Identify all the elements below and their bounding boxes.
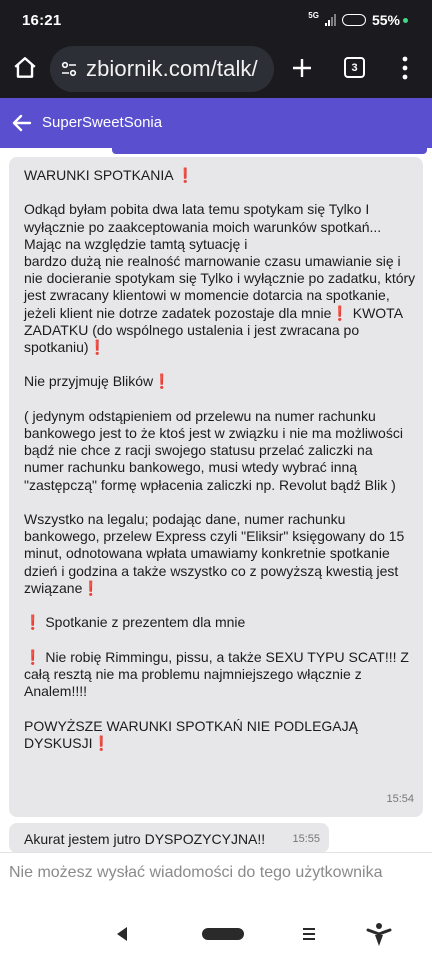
message-text: Akurat jestem jutro DYSPOZYCYJNA!! <box>24 831 266 847</box>
accessibility-icon[interactable] <box>366 922 392 948</box>
message-bubble[interactable] <box>9 157 423 817</box>
message-bubble[interactable] <box>9 823 329 853</box>
home-icon[interactable] <box>12 55 38 81</box>
exclamation-emoji: ❗ <box>92 734 110 751</box>
cannot-send-notice: Nie możesz wysłać wiadomości do tego użytkownika <box>9 864 383 881</box>
exclamation-emoji: ❗ <box>24 614 42 631</box>
message-segment: Spotkanie z prezentem dla mnie <box>45 614 246 631</box>
exclamation-emoji: ❗ <box>153 373 171 390</box>
network-type: 5G <box>308 11 319 20</box>
nav-home-button[interactable] <box>202 928 244 940</box>
system-navigation-bar <box>0 910 432 960</box>
contact-name[interactable]: SuperSweetSonia <box>42 114 163 131</box>
message-segment: ( jedynym odstąpieniem od przelewu na numer rachunku bankowego jest to że ktoś jest w związku i nie ma możliwości bądź nie chce z racji swojego statusu przelać zaliczki na numer rachunku bankowego, musi wtedy wybrać inną "zastępczą" formę wpłacenia zaliczki np. Revolut bądź Blik ) Wszystko na legalu; podając dane, numer rachunku bankowego, przelew Express czyli "Eliksir" księgowany do 15 minut, odnotowana wpłata umawiamy konkretnie spotkanie dzień i godzina a także wszystko co z powyższą kwestią jest związane <box>24 407 405 596</box>
privacy-indicator-icon <box>403 18 408 23</box>
message-segment: Odkąd byłam pobita dwa lata temu spotykam się Tylko I wyłącznie po zaakceptowania moich warunków spotkań... Mając na względzie tamtą sytuację i bardzo dużą nie realność marnowanie czasu umawianie się i nie docieranie spotykam się Tylko i wyłącznie po zadatku, który jest zwracany klientowi w momencie dotarcia na spotkanie, jeżeli klient nie dotrze zadatek pozostaje dla mnie <box>24 201 416 321</box>
nav-recents-icon[interactable] <box>302 927 316 941</box>
message-segment: Nie robię Rimmingu, pissu, a także SEXU TYPU SCAT!!! Z całą resztą nie ma problemu najmniejszego włącznie z Analem!!!! POWYŻSZE WARUNKI SPOTKAŃ NIE PODLEGAJĄ DYSKUSJI <box>24 648 409 751</box>
exclamation-emoji: ❗ <box>24 648 42 665</box>
status-bar <box>0 0 432 40</box>
exclamation-emoji: ❗ <box>82 579 100 596</box>
address-bar[interactable] <box>50 46 274 92</box>
nav-back-icon[interactable] <box>115 926 129 942</box>
own-message-edge <box>112 148 427 154</box>
status-time: 16:21 <box>22 11 62 29</box>
exclamation-emoji: ❗ <box>176 167 195 183</box>
browser-toolbar <box>0 40 432 98</box>
exclamation-emoji: ❗ <box>331 304 349 321</box>
site-settings-icon[interactable] <box>60 60 78 78</box>
more-options-icon[interactable] <box>398 55 412 81</box>
new-tab-icon[interactable] <box>290 56 314 80</box>
tab-count: 3 <box>351 61 358 74</box>
url-text: zbiornik.com/talk/ <box>86 56 258 81</box>
tab-switcher-button[interactable] <box>344 57 365 78</box>
message-text <box>24 167 416 752</box>
message-segment: KWOTA ZADATKU (do wspólnego ustalenia i jest zwracana po spotkaniu) <box>24 304 407 356</box>
message-time: 15:54 <box>386 793 414 805</box>
system-indicators <box>308 12 408 28</box>
battery-icon <box>342 14 366 26</box>
message-segment: Nie przyjmuję Blików <box>24 373 154 390</box>
battery-level: 55% <box>371 12 400 28</box>
exclamation-emoji: ❗ <box>88 339 107 356</box>
signal-icon <box>325 14 336 26</box>
message-segment: WARUNKI SPOTKANIA <box>24 167 177 183</box>
back-arrow-icon[interactable] <box>10 111 34 135</box>
message-input-area <box>0 852 432 910</box>
message-time: 15:55 <box>292 833 320 845</box>
chat-header <box>0 98 432 148</box>
